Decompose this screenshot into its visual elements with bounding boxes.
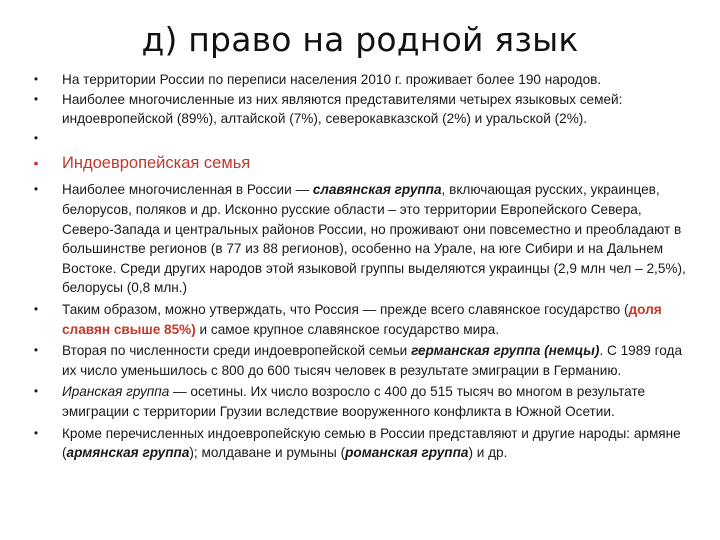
list-item: [30, 180, 690, 298]
list-item: [30, 341, 690, 380]
empty-list-item: [30, 129, 690, 149]
text-run: . С 1989 года их число уменьшилось с 800 до 600 тысяч человек в результате эмиграции в Германию.: [62, 343, 683, 378]
section-heading: [30, 152, 690, 174]
text-run: и самое крупное славянское государство мира.: [195, 321, 500, 337]
emphasis-text: германская группа (немцы): [411, 343, 600, 359]
heading-text: Индоевропейская семья: [62, 154, 251, 173]
emphasis-text: славянская группа: [312, 182, 442, 198]
bullet-icon: •: [33, 301, 39, 316]
bullet-icon: •: [33, 182, 39, 197]
text-run: Кроме перечисленных индоевропейскую семью в России представляют и другие народы: армяне (: [62, 425, 681, 461]
slide-title: д) право на родной язык: [141, 20, 579, 59]
emphasis-text: Иранская группа: [62, 384, 170, 400]
emphasis-text: армянская группа: [66, 445, 190, 461]
text-run: Наиболее многочисленная в России —: [62, 182, 313, 198]
bullet-icon: •: [33, 384, 39, 399]
bullet-icon: •: [33, 155, 39, 172]
bullet-icon: •: [33, 72, 39, 86]
emphasis-text: романская группа: [345, 445, 469, 461]
paragraph-text: На территории России по переписи населения 2010 г. проживает более 190 народов.: [62, 72, 602, 87]
list-item: [30, 300, 690, 339]
text-run: , включающая русских, украинцев, белорусов, поляков и др. Исконно русские области – это территории Европейского Севера, Северо-Запада и центральных районов России, но проживают они повсеместно и преобладают в большинстве регионов (в 77 из 88 регионов), особенно на Урале, на юге Сибири и на Дальнем Востоке. Среди других народов этой языковой группы выделяются украинцы (2,9 млн чел – 2,5%), белорусы (0,8 млн.): [62, 182, 686, 296]
text-run: — осетины. Их число возросло с 400 до 515 тысяч во многом в результате эмиграции с территории Грузии вследствие вооруженного конфликта в Южной Осетии.: [62, 384, 646, 419]
list-item: [30, 382, 690, 421]
bullet-icon: •: [33, 91, 39, 106]
list-item: [30, 90, 690, 129]
bullet-icon: •: [33, 425, 39, 440]
text-run: ); молдаване и румыны (: [189, 445, 346, 461]
paragraph-text: Наиболее многочисленные из них являются представителями четырех языковых семей: индоевропейской (89%), алтайской (7%), северокавказской (2%) и уральской (2%).: [62, 91, 623, 127]
slide-body: [30, 70, 690, 463]
bullet-icon: •: [33, 343, 39, 358]
bullet-icon: •: [33, 130, 39, 145]
highlight-text: доля славян свыше 85%): [62, 301, 662, 337]
list-item: [30, 424, 690, 463]
text-run: ) и др.: [468, 445, 508, 461]
text-run: Вторая по численности среди индоевропейской семьи: [62, 343, 412, 359]
list-item: [30, 70, 690, 90]
text-run: Таким образом, можно утверждать, что Россия — прежде всего славянское государство (: [62, 301, 629, 317]
